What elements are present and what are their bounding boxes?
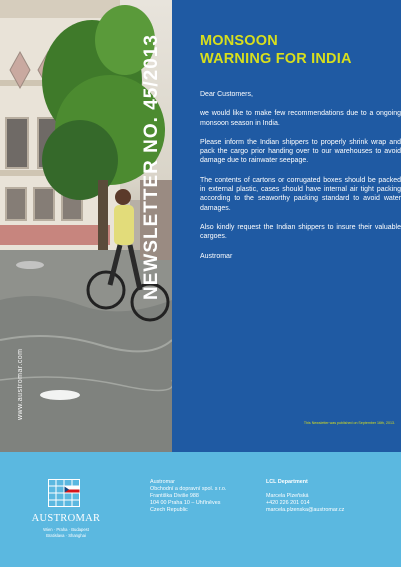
monsoon-photo xyxy=(0,0,172,452)
paragraph-intro: we would like to make few recommendations due to a ongoing monsoon season in India. xyxy=(200,110,401,127)
footer xyxy=(0,452,401,567)
lcl-contact-name: Marcela Plzeňská xyxy=(266,493,309,499)
lcl-contact xyxy=(266,479,386,514)
headline-line-2: WARNING FOR INDIA xyxy=(200,51,352,67)
paragraph-packing: The contents of cartons or corrugated boxes should be packed in external plastic, cases should have internal air tight packing according to the seaworthy packing standard to avoid water damages. xyxy=(200,176,401,212)
newsletter-content xyxy=(172,0,401,452)
signature: Austromar xyxy=(200,252,233,260)
lcl-phone[interactable]: +420 226 201 014 xyxy=(266,500,310,506)
website-url[interactable]: www.austromar.com xyxy=(17,348,24,420)
brand-cities xyxy=(28,527,104,538)
paragraph-shrink-wrap: Please inform the Indian shippers to properly shrink wrap and pack the cargo prior handing over to our warehouses to avoid damage due to rainwater seepage. xyxy=(200,138,401,165)
address-company-full: Obchodní a dopravní spol. s r.o. xyxy=(150,486,227,492)
cities-line-2: Bratislava · Shanghai xyxy=(46,532,86,538)
headline-line-1: MONSOON xyxy=(200,33,278,49)
headline xyxy=(200,32,395,68)
address-street: Františka Diviše 988 xyxy=(150,493,199,499)
austromar-logo-icon xyxy=(48,479,80,507)
newsletter-number-title: NEWSLETTER NO. 45/2013 xyxy=(141,34,162,300)
address-country: Czech Republic xyxy=(150,507,188,513)
brand-name: AUSTROMAR xyxy=(31,513,101,524)
address-city: 104 00 Praha 10 – Uhříněves xyxy=(150,500,221,506)
cities-line-1: Wien · Praha · Budapest xyxy=(43,527,89,532)
publish-note: This Newsletter was published on September 16th, 2013. xyxy=(303,421,395,425)
company-address xyxy=(150,479,260,514)
lcl-title: LCL Department xyxy=(266,479,308,485)
newsletter-body xyxy=(200,90,401,271)
greeting: Dear Customers, xyxy=(200,91,253,98)
address-company: Austromar xyxy=(150,479,175,485)
lcl-email[interactable]: marcela.plzenska@austromar.cz xyxy=(266,507,345,513)
paragraph-insurance: Also kindly request the Indian shippers to insure their valuable cargoes. xyxy=(200,223,401,241)
